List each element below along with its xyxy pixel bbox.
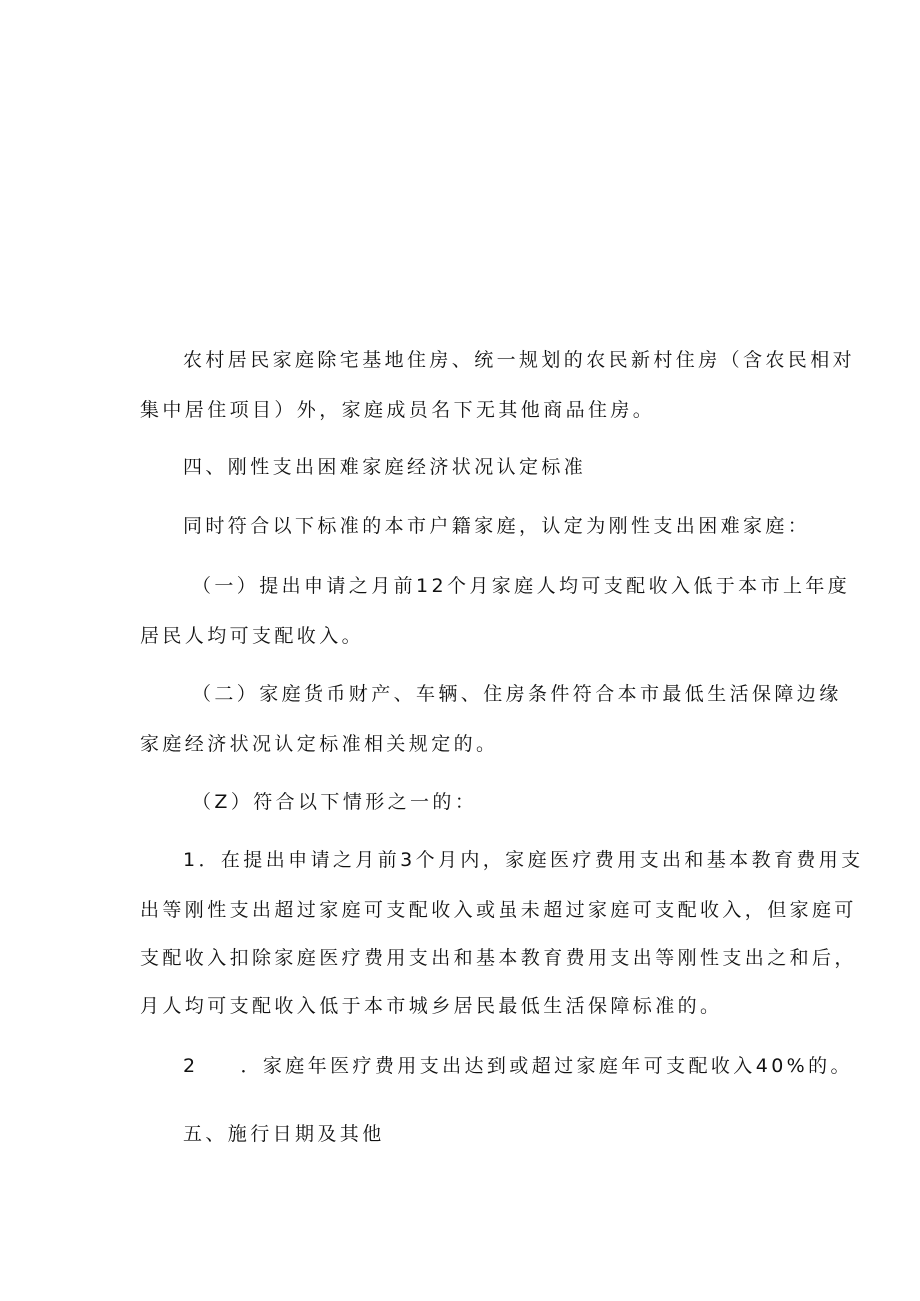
para2-line: 同时符合以下标准的本市户籍家庭，认定为刚性支出困难家庭：: [183, 515, 811, 537]
sub1-line3: 支配收入扣除家庭医疗费用支出和基本教育费用支出等刚性支出之和后，: [140, 947, 857, 969]
heading-section-4: 四、刚性支出困难家庭经济状况认定标准: [183, 456, 587, 478]
item1-line2: 居民人均可支配收入。: [140, 625, 365, 647]
sub1-line2: 出等刚性支出超过家庭可支配收入或虽未超过家庭可支配收入，但家庭可: [140, 899, 857, 921]
item2-line1: （二）家庭货币财产、车辆、住房条件符合本市最低生活保障边缘: [192, 683, 842, 705]
sub2-number: 2: [183, 1055, 199, 1077]
para1-line2: 集中居住项目）外，家庭成员名下无其他商品住房。: [140, 399, 656, 421]
item1-line1: （一）提出申请之月前12个月家庭人均可支配收入低于本市上年度: [192, 575, 851, 597]
sub2-line: [183, 1052, 853, 1080]
item3-line: （Z）符合以下情形之一的：: [192, 791, 478, 813]
sub1-line4: 月人均可支配收入低于本市城乡居民最低生活保障标准的。: [140, 995, 723, 1017]
item2-line2: 家庭经济状况认定标准相关规定的。: [140, 733, 499, 755]
para1-line1: 农村居民家庭除宅基地住房、统一规划的农民新村住房（含农民相对: [183, 349, 856, 371]
sub2-text: ．家庭年医疗费用支出达到或超过家庭年可支配收入40%的。: [240, 1055, 853, 1077]
sub1-line1: 1．在提出申请之月前3个月内，家庭医疗费用支出和基本教育费用支: [183, 849, 864, 871]
heading-section-5: 五、施行日期及其他: [183, 1123, 385, 1145]
